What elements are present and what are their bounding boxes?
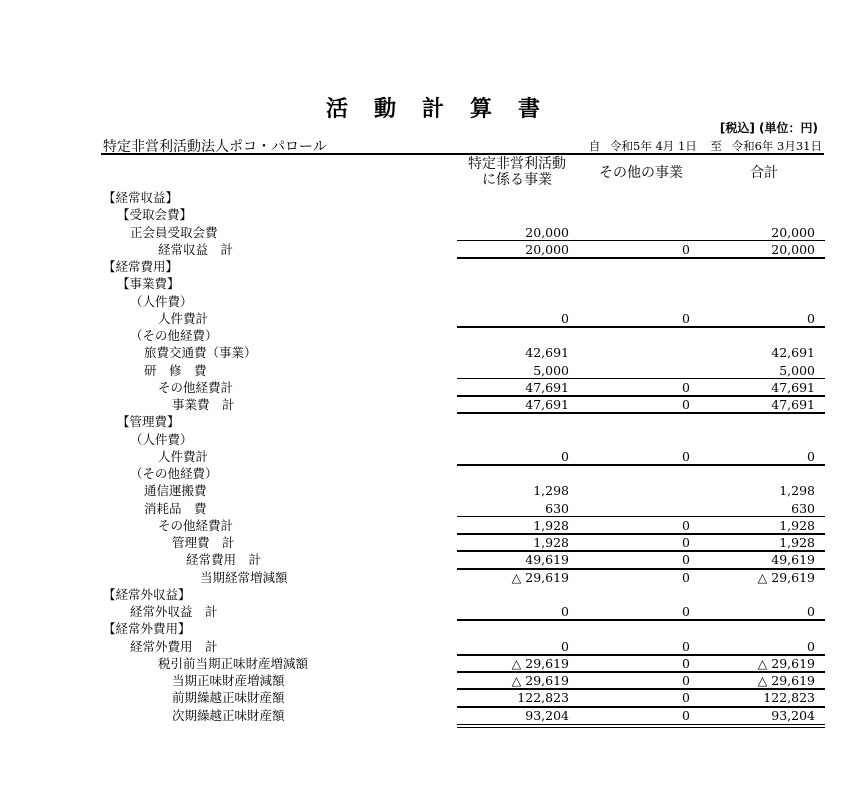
column-header-npo-line1: 特定非営利活動 — [468, 156, 566, 172]
row-label: 税引前当期正味財産増減額 — [158, 655, 309, 671]
table-row — [0, 189, 866, 206]
table-row — [0, 344, 866, 361]
column-header-total: 合計 — [750, 165, 778, 181]
value-npo: 42,691 — [525, 345, 569, 361]
value-npo: △ 29,619 — [511, 673, 569, 688]
row-label: 通信運搬費 — [144, 483, 207, 499]
row-label: 前期繰越正味財産額 — [172, 690, 285, 706]
value-other: 0 — [682, 707, 690, 723]
value-npo: 47,691 — [525, 397, 569, 412]
value-other: 0 — [682, 552, 690, 568]
table-row — [0, 517, 866, 534]
table-row — [0, 431, 866, 448]
value-total: 1,298 — [779, 483, 815, 499]
value-other: 0 — [682, 241, 690, 257]
value-npo: 0 — [561, 604, 569, 619]
table-row — [0, 293, 866, 310]
value-npo: 0 — [561, 638, 569, 654]
column-header-npo — [458, 156, 576, 188]
table-row — [0, 275, 866, 292]
row-label: 経常外費用 計 — [130, 638, 218, 654]
period-to: 令和6年 3月31日 — [731, 139, 822, 153]
table-row — [0, 258, 866, 275]
row-label: 旅費交通費（事業） — [144, 345, 257, 361]
fiscal-period — [583, 138, 822, 154]
table-row — [0, 655, 866, 672]
row-label: 当期経常増減額 — [200, 569, 288, 585]
value-other: 0 — [682, 310, 690, 326]
value-total: 47,691 — [771, 397, 815, 412]
organization-name: 特定非営利活動法人ポコ・パロール — [103, 139, 327, 155]
value-total: 0 — [807, 604, 815, 619]
row-label: 当期正味財産増減額 — [172, 673, 285, 688]
table-row — [0, 310, 866, 327]
table-row — [0, 638, 866, 655]
table-row — [0, 689, 866, 706]
table-row — [0, 707, 866, 724]
row-label: 人件費計 — [158, 448, 209, 464]
period-to-label: 至 — [710, 139, 722, 153]
value-other: 0 — [682, 517, 690, 533]
table-row — [0, 362, 866, 379]
value-other: 0 — [682, 673, 690, 688]
row-label: 【事業費】 — [117, 276, 180, 292]
row-label: 【経常外収益】 — [103, 586, 191, 602]
row-label: （人件費） — [130, 431, 193, 447]
value-total: △ 29,619 — [757, 673, 815, 688]
row-label: 正会員受取会費 — [130, 224, 218, 240]
value-npo: 1,298 — [533, 483, 569, 499]
column-header-other: その他の事業 — [599, 165, 683, 181]
column-header-npo-line2: に係る事業 — [482, 172, 552, 188]
value-npo: 0 — [561, 310, 569, 326]
value-total: 20,000 — [771, 224, 815, 240]
table-row — [0, 448, 866, 465]
value-total: 630 — [791, 500, 815, 516]
document-title: 活動計算書 — [325, 97, 566, 122]
value-other: 0 — [682, 448, 690, 464]
row-label: 経常費用 計 — [186, 552, 262, 568]
value-npo: 20,000 — [525, 224, 569, 240]
value-npo: 1,928 — [533, 535, 569, 550]
value-total: 42,691 — [771, 345, 815, 361]
value-other: 0 — [682, 655, 690, 671]
table-row — [0, 534, 866, 551]
table-row — [0, 379, 866, 396]
row-label: 【経常費用】 — [103, 259, 179, 274]
row-label: （人件費） — [130, 293, 193, 309]
table-row — [0, 603, 866, 620]
value-total: 0 — [807, 448, 815, 464]
table-row — [0, 586, 866, 603]
table-row — [0, 224, 866, 241]
table-row — [0, 482, 866, 499]
value-npo: 47,691 — [525, 379, 569, 395]
value-other: 0 — [682, 379, 690, 395]
value-total: 0 — [807, 310, 815, 326]
row-label: その他経費計 — [158, 379, 234, 395]
row-label: 【経常収益】 — [103, 190, 179, 205]
value-total: 93,204 — [771, 707, 815, 723]
statement-table — [0, 189, 866, 724]
value-total: 49,619 — [771, 552, 815, 568]
value-other: 0 — [682, 604, 690, 619]
table-row — [0, 206, 866, 223]
period-from: 令和5年 4月 1日 — [610, 139, 697, 153]
value-npo: 49,619 — [525, 552, 569, 568]
value-other: 0 — [682, 569, 690, 585]
row-label: 次期繰越正味財産額 — [172, 707, 285, 723]
value-npo: △ 29,619 — [511, 569, 569, 585]
table-row — [0, 551, 866, 568]
value-npo: 0 — [561, 448, 569, 464]
value-total: 122,823 — [763, 690, 815, 706]
value-total: △ 29,619 — [757, 569, 815, 585]
value-npo: 20,000 — [525, 241, 569, 257]
table-row — [0, 569, 866, 586]
value-other: 0 — [682, 535, 690, 550]
row-label: その他経費計 — [158, 517, 234, 533]
value-npo: 630 — [545, 500, 569, 516]
value-total: 20,000 — [771, 241, 815, 257]
value-other: 0 — [682, 690, 690, 706]
value-npo: 93,204 — [525, 707, 569, 723]
period-from-label: 自 — [588, 139, 601, 153]
row-label: 消耗品 費 — [144, 500, 207, 516]
table-row — [0, 327, 866, 344]
row-label: 管理費 計 — [172, 535, 235, 550]
value-npo: 5,000 — [533, 362, 569, 378]
row-label: （その他経費） — [130, 466, 218, 481]
header-rule — [101, 153, 824, 155]
value-total: 0 — [807, 638, 815, 654]
value-total: 1,928 — [779, 517, 815, 533]
row-label: 【受取会費】 — [117, 207, 193, 223]
value-total: 5,000 — [779, 362, 815, 378]
table-row — [0, 241, 866, 258]
table-row — [0, 413, 866, 430]
value-total: △ 29,619 — [757, 655, 815, 671]
value-npo: △ 29,619 — [511, 655, 569, 671]
unit-note: [税込] (単位：円) — [719, 121, 818, 135]
row-label: 人件費計 — [158, 310, 209, 326]
row-label: 【管理費】 — [117, 414, 180, 430]
value-npo: 122,823 — [517, 690, 569, 706]
value-npo: 1,928 — [533, 517, 569, 533]
table-row — [0, 672, 866, 689]
value-total: 1,928 — [779, 535, 815, 550]
row-label: （その他経費） — [130, 328, 218, 343]
row-label: 経常外収益 計 — [130, 604, 218, 619]
table-row — [0, 620, 866, 637]
row-label: 研 修 費 — [144, 362, 207, 378]
value-total: 47,691 — [771, 379, 815, 395]
row-label: 事業費 計 — [172, 397, 235, 412]
table-row — [0, 396, 866, 413]
table-row — [0, 500, 866, 517]
row-label: 経常収益 計 — [158, 241, 234, 257]
value-other: 0 — [682, 397, 690, 412]
value-other: 0 — [682, 638, 690, 654]
row-label: 【経常外費用】 — [103, 621, 191, 637]
table-row — [0, 465, 866, 482]
